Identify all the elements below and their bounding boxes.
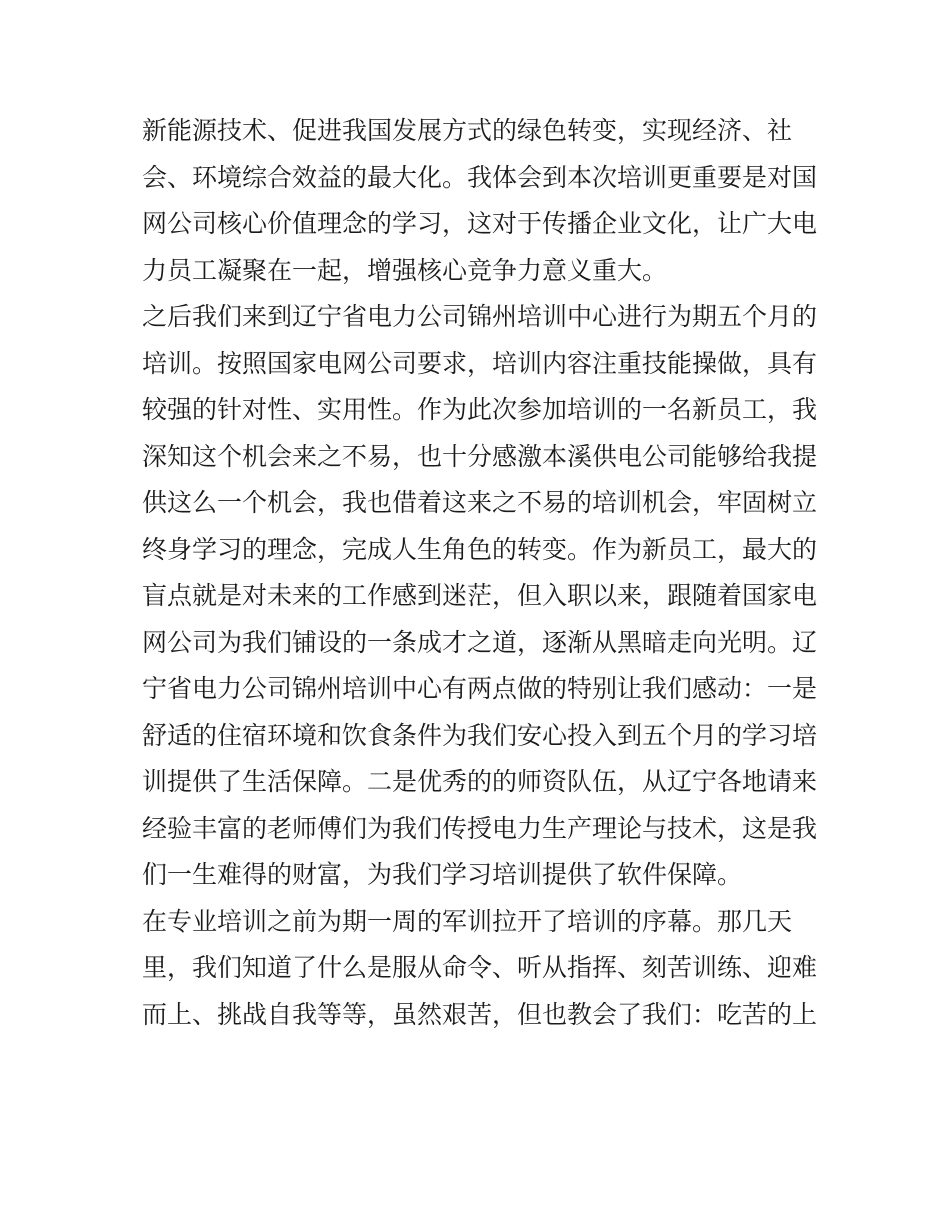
text-line: 新能源技术、促进我国发展方式的绿色转变，实现经济、社 [142, 116, 793, 145]
text-line: 终身学习的理念，完成人生角色的转变。作为新员工，最大的 [142, 534, 818, 564]
text-line: 盲点就是对未来的工作感到迷茫，但入职以来，跟随着国家电 [142, 581, 818, 610]
text-line: 深知这个机会来之不易，也十分感激本溪供电公司能够给我提 [142, 441, 818, 471]
text-line: 网公司核心价值理念的学习，这对于传播企业文化，让广大电 [142, 209, 818, 238]
text-line: 力员工凝聚在一起，增强核心竞争力意义重大。 [142, 255, 668, 285]
text-line: 会、环境综合效益的最大化。我体会到本次培训更重要是对国 [142, 162, 818, 192]
text-line: 里，我们知道了什么是服从命令、听从指挥、刻苦训练、迎难 [142, 953, 818, 982]
text-line: 培训。按照国家电网公司要求，培训内容注重技能操做，具有 [142, 348, 818, 378]
text-line: 之后我们来到辽宁省电力公司锦州培训中心进行为期五个月的 [142, 302, 818, 331]
text-line: 网公司为我们铺设的一条成才之道，逐渐从黑暗走向光明。辽 [142, 627, 818, 657]
text-line: 而上、挑战自我等等，虽然艰苦，但也教会了我们：吃苦的上 [142, 999, 818, 1029]
text-line: 在专业培训之前为期一周的军训拉开了培训的序幕。那几天 [142, 906, 793, 936]
text-line: 供这么一个机会，我也借着这来之不易的培训机会，牢固树立 [142, 488, 818, 517]
text-line: 舒适的住宿环境和饮食条件为我们安心投入到五个月的学习培 [142, 720, 818, 750]
text-line: 宁省电力公司锦州培训中心有两点做的特别让我们感动：一是 [142, 674, 818, 703]
text-line: 经验丰富的老师傅们为我们传授电力生产理论与技术，这是我 [142, 813, 818, 843]
text-line: 们一生难得的财富，为我们学习培训提供了软件保障。 [142, 860, 743, 889]
text-line: 训提供了生活保障。二是优秀的的师资队伍，从辽宁各地请来 [142, 767, 818, 796]
document-body-text [142, 108, 822, 1038]
text-line: 较强的针对性、实用性。作为此次参加培训的一名新员工，我 [142, 395, 818, 424]
